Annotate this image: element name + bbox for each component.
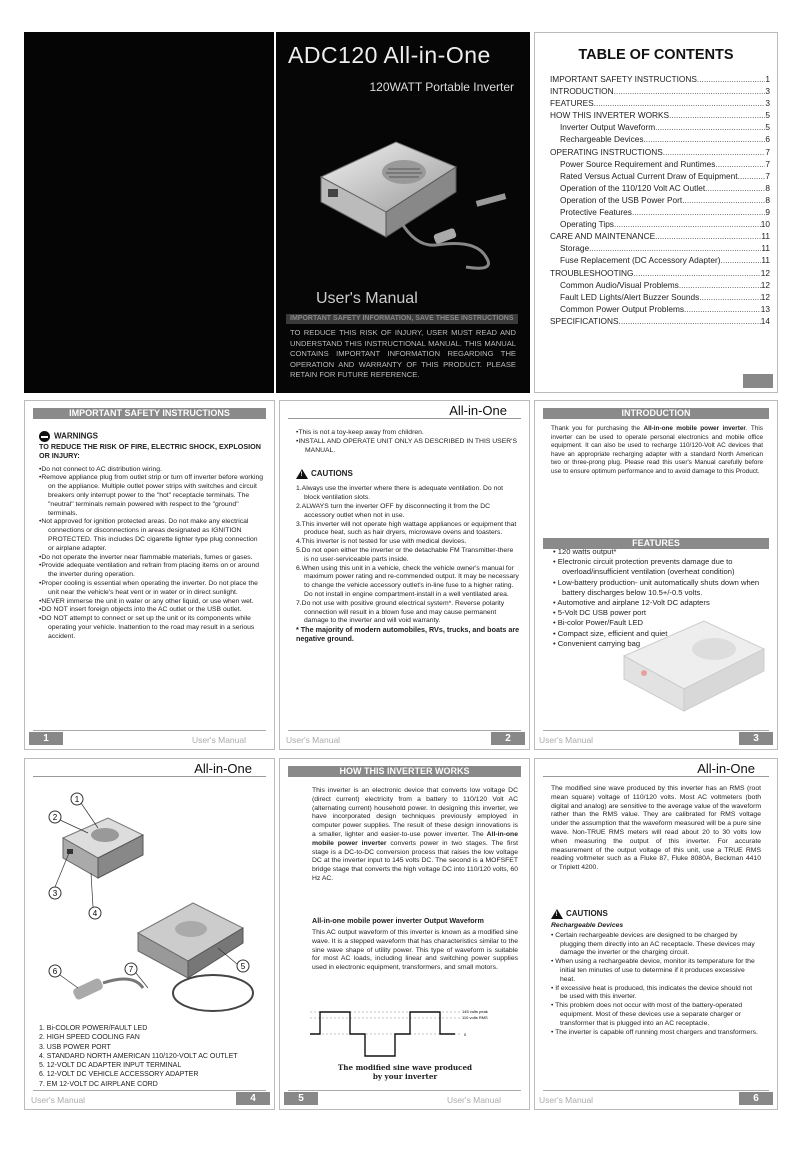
page-number: 2 <box>491 732 525 745</box>
list-item: • If excessive heat is produced, this indicates the device should not be used with this inverter. <box>551 984 753 1001</box>
list-item: • Certain rechargeable devices are designed to be charged by plugging them directly into an AC receptacle. These devices may damage the inverter or the charging circuit. <box>551 931 755 957</box>
list-item: • Bi-color Power/Fault LED <box>553 618 644 628</box>
cautions-content <box>296 429 520 644</box>
list-item: 6. 12-VOLT DC VEHICLE ACCESSORY ADAPTER <box>39 1071 199 1079</box>
svg-text:2: 2 <box>52 813 58 822</box>
list-item: 5. 12-VOLT DC ADAPTER INPUT TERMINAL <box>39 1062 182 1070</box>
toc-title: TABLE OF CONTENTS <box>578 47 734 63</box>
wave-rms-label: 110 volts RMS <box>462 1015 488 1020</box>
toc-item: INTRODUCTION ..... 3 <box>550 85 770 97</box>
svg-text:7: 7 <box>128 965 134 974</box>
list-item: • This problem does not occur with most of the battery-operated equipment. Most of these devices use a separate charger or transformer that is plugged into an AC receptacle. <box>551 1002 743 1027</box>
callout-6 <box>49 965 61 977</box>
toc-item: Rechargeable Devices ..... 6 <box>550 133 770 145</box>
list-item: 2.ALWAYS turn the inverter OFF by disconnecting it from the DC accessory outlet when not in use. <box>296 502 491 519</box>
list-item: 2. HIGH SPEED COOLING FAN <box>39 1034 140 1042</box>
footer-rule <box>33 730 266 731</box>
list-item: •Provide adequate ventilation and refrain from placing items on or around the inverter during operation. <box>39 562 260 579</box>
waveform-paragraph: This AC output waveform of this inverter is known as a modified sine wave. It is a stepped waveform that has characteristics similar to the sine wave shape of utility power. This type of waveform is suitable for most AC loads, including linear and switching power supplies used in electronic equipment, transformers, and small motors. <box>312 929 518 972</box>
footer-users-manual: User's Manual <box>446 1095 501 1105</box>
list-item: •DO NOT attempt to connect or set up the unit or its components while operating your vehicle. Inattention to the road may result in a serious accident. <box>39 615 255 640</box>
all-in-one-header: All-in-One <box>543 761 769 777</box>
page-number: 4 <box>236 1092 270 1105</box>
footer-rule <box>288 1090 521 1091</box>
svg-text:5: 5 <box>240 962 246 971</box>
toc-item: Power Source Requirement and Runtimes ..... 7 <box>550 158 770 170</box>
warnings-subheading: TO REDUCE THE RISK OF FIRE, ELECTRIC SHOCK, EXPLOSION OR INJURY: <box>39 442 261 460</box>
toc-item: Fault LED Lights/Alert Buzzer Sounds ..... 12 <box>550 291 770 303</box>
list-item: •Do not operate the inverter near flammable materials, fumes or gases. <box>39 553 253 561</box>
list-item: •Do not connect to AC distribution wiring. <box>39 465 162 473</box>
toc-item: OPERATING INSTRUCTIONS ..... 7 <box>550 146 770 158</box>
page-5-how-it-works <box>279 758 530 1110</box>
safety-warning-text: TO REDUCE THIS RISK OF INJURY, USER MUST READ AND UNDERSTAND THIS INSTRUCTIONAL MANUAL. THIS MANUAL CONTAINS IMPORTANT INFORMATION REGARDING THE OPERATION AND WARRANTY OF THIS PRODUCT. PLEASE RETAIN FOR FUTURE REFERENCE. <box>290 328 516 379</box>
toc-item: Fuse Replacement (DC Accessory Adapter) ..... 11 <box>550 254 770 266</box>
list-item: 1.Always use the inverter where there is adequate ventilation. Do not block ventilation slots. <box>296 485 504 502</box>
callout-7 <box>125 963 137 975</box>
list-item: •DO NOT insert foreign objects into the AC outlet or the USB outlet. <box>39 606 242 614</box>
cover-subtitle: 120WATT Portable Inverter <box>369 80 514 94</box>
toc-item: TROUBLESHOOTING ..... 12 <box>550 267 770 279</box>
footer-rule <box>33 1090 266 1091</box>
rms-paragraph: The modified sine wave produced by this inverter has an RMS (root mean square) voltage of 110/120 volts. Most AC voltmeters (both digital and analog) are sensitive to the average value of the waveform rather than the RMS value. They are calibrated for RMS voltage under the assumption that the waveform measured will be a pure sine wave. Non-TRUE RMS meters will read about 20 to 30 volts low when measuring the output of this inverter. For accurate measurement of the output voltage of this unit, use a TRUE RMS reading voltmeter such as a Fluke 87, Fluke 8080A, Beckman 4410 or Triplett 4200. <box>551 785 761 872</box>
page-2-cautions <box>279 400 530 750</box>
warnings-heading: WARNINGS <box>54 431 98 441</box>
page-3-introduction <box>534 400 778 750</box>
cover-front-panel <box>276 32 530 393</box>
footer-users-manual: User's Manual <box>539 1095 594 1105</box>
list-item: •Remove appliance plug from outlet strip or turn off inverter before working on the appliance. Multiple outlet power strips with switches and circuit breakers only interrupt power to the "hot" receptacle terminals. The "neutral" terminals remain powered with respect to the "ground" terminals. <box>39 474 264 517</box>
list-item: 7.Do not use with positive ground electrical system*. Reverse polarity connection will result in a blown fuse and may cause permanent damage to the inverter and will void warranty. <box>296 599 505 625</box>
list-item: •INSTALL AND OPERATE UNIT ONLY AS DESCRIBED IN THIS USER'S MANUAL. <box>296 437 517 454</box>
cautions-heading: CAUTIONS <box>311 468 353 478</box>
toc-item: SPECIFICATIONS ..... 14 <box>550 315 770 327</box>
page-number: 3 <box>739 732 773 745</box>
safety-warning-bar: IMPORTANT SAFETY INFORMATION, SAVE THESE INSTRUCTIONS <box>286 314 518 324</box>
toc-item: Operation of the 110/120 Volt AC Outlet ..... 8 <box>550 182 770 194</box>
list-item: • Compact size, efficient and quiet <box>553 628 668 638</box>
components-list <box>39 1024 238 1089</box>
footer-users-manual: User's Manual <box>539 735 594 745</box>
cautions-heading: CAUTIONS <box>566 908 608 918</box>
waveform-caption: The modified sine wave produced by your inverter <box>337 1063 473 1081</box>
toc-corner-tab <box>743 374 773 388</box>
list-item: • Electronic circuit protection prevents damage due to overload/insufficient ventilation (overheat condition) <box>553 557 735 577</box>
all-in-one-header: All-in-One <box>33 761 266 777</box>
list-item: •Proper cooling is essential when operating the inverter. Do not place the unit near the vehicle's heat vent or in water or in direct sunlight. <box>39 579 258 596</box>
toc-item: Storage ..... 11 <box>550 242 770 254</box>
footer-users-manual: User's Manual <box>286 735 341 745</box>
list-item: • Low-battery production- unit automatically shuts down when battery discharges below 10.5+/-0.5 volts. <box>553 577 760 597</box>
warning-triangle-icon <box>296 469 308 479</box>
svg-text:4: 4 <box>92 909 98 918</box>
list-item: 1. Bi-COLOR POWER/FAULT LED <box>39 1025 148 1032</box>
table-of-contents-page <box>534 32 778 393</box>
svg-text:6: 6 <box>52 967 58 976</box>
intro-list <box>296 429 520 455</box>
list-item: 6.When using this unit in a vehicle, check the vehicle owner's manual for maximum power rating and re-commended output. It may be necessary to change the vehicle accessory outlet's in-line fuse to a higher rating. Do not install in engine compartment-install in a well ventilated area. <box>296 564 519 598</box>
list-item: 3.This inverter will not operate high wattage appliances or equipment that produce heat, such as hair dryers, microwave ovens and toasters. <box>296 520 517 537</box>
rechargeable-subheading: Rechargeable Devices <box>551 922 624 929</box>
footer-users-manual: User's Manual <box>191 735 246 745</box>
list-item: • 120 watts output* <box>553 547 617 556</box>
footer-rule <box>288 730 521 731</box>
toc-list <box>550 73 770 327</box>
footer-rule <box>543 730 769 731</box>
list-item: • The inverter is capable off running most chargers and transformers. <box>551 1028 758 1036</box>
list-item: • Convenient carrying bag <box>553 638 641 648</box>
toc-item: HOW THIS INVERTER WORKS ..... 5 <box>550 109 770 121</box>
rechargeable-content <box>551 904 761 1037</box>
toc-item: Protective Features ..... 9 <box>550 206 770 218</box>
list-item: •This is not a toy-keep away from children. <box>296 429 424 436</box>
list-item: 3. USB POWER PORT <box>39 1043 111 1051</box>
footer-rule <box>543 1090 769 1091</box>
list-item: •NEVER immerse the unit in water or any other liquid, or use when wet. <box>39 597 254 605</box>
cover-title: ADC120 All-in-One <box>288 42 491 68</box>
list-item: • When using a rechargeable device, monitor its temperature for the initial ten minutes of use to determine if it produces excessive heat. <box>551 958 755 983</box>
toc-item: Common Audio/Visual Problems ..... 12 <box>550 279 770 291</box>
list-item: •Not approved for ignition protected areas. Do not make any electrical connections or disconnections in areas designated as IGNITION PROTECTED. This includes DC cigarette lighter type plug connection or airplane adapter. <box>39 518 258 552</box>
features-list <box>553 547 767 649</box>
toc-item: Inverter Output Waveform ..... 5 <box>550 121 770 133</box>
no-entry-icon <box>39 431 50 442</box>
wave-zero-label: 0 <box>464 1032 467 1037</box>
rechargeable-list <box>551 932 761 1038</box>
list-item: • Automotive and airplane 12-Volt DC adapters <box>553 598 710 608</box>
list-item: 4. STANDARD NORTH AMERICAN 110/120-VOLT AC OUTLET <box>39 1052 238 1060</box>
section-band: HOW THIS INVERTER WORKS <box>288 766 521 777</box>
components-diagram <box>33 783 269 1023</box>
wave-peak-label: 145 volts peak <box>462 1009 488 1014</box>
waveform-heading: All-in-one mobile power inverter Output Waveform <box>312 916 484 925</box>
toc-item: Operating Tips ..... 10 <box>550 218 770 230</box>
page-1-safety <box>24 400 275 750</box>
section-band: INTRODUCTION <box>543 408 769 419</box>
svg-text:3: 3 <box>52 889 58 898</box>
list-item: 7. EM 12-VOLT DC AIRPLANE CORD <box>39 1080 158 1088</box>
page-6-rechargeable <box>534 758 778 1110</box>
toc-item: Common Power Output Problems ..... 13 <box>550 303 770 315</box>
modified-sine-wave-diagram <box>310 1004 500 1064</box>
safety-content <box>39 431 265 642</box>
page-4-components <box>24 758 275 1110</box>
toc-item: Rated Versus Actual Current Draw of Equipment ..... 7 <box>550 170 770 182</box>
page-number: 1 <box>29 732 63 745</box>
callout-2 <box>49 811 61 823</box>
page-number: 5 <box>284 1092 318 1105</box>
list-item: 4.This inverter is not tested for use with medical devices. <box>296 538 467 546</box>
svg-text:1: 1 <box>74 795 80 804</box>
how-it-works-paragraph: This inverter is an electronic device that converts low voltage DC (direct current) electricity from a battery to 110/120 Volt AC (alternating current) household power. In designing this inverter, we have incorporated design techniques previously employed in computer power supplies. The result of these design innovations is a smaller, lighter and easier-to-use power inverter. The All-in-one mobile power inverter converts power in two stages. The first stage is a DC-to-DC conversion process that raises the low voltage DC at the inverter input to 145 volts DC. The second is a MOFSFET bridge stage that converts the high voltage DC into 110/120 volts, 60 Hz AC. <box>312 787 518 882</box>
all-in-one-header: All-in-One <box>288 403 521 419</box>
page-number: 6 <box>739 1092 773 1105</box>
inverter-product-image <box>316 127 516 277</box>
cover-users-manual: User's Manual <box>316 290 418 307</box>
callout-5 <box>237 960 249 972</box>
list-item: • 5-Volt DC USB power port <box>553 608 646 618</box>
ground-note: * The majority of modern automobiles, RVs, trucks, and boats are negative ground. <box>296 625 520 643</box>
section-band: IMPORTANT SAFETY INSTRUCTIONS <box>33 408 266 419</box>
callout-3 <box>49 887 61 899</box>
list-item: 5.Do not open either the inverter or the detachable FM Transmitter-there is no user-serviceable parts inside. <box>296 546 514 563</box>
callout-4 <box>89 907 101 919</box>
cautions-list <box>296 485 520 626</box>
footer-users-manual: User's Manual <box>31 1095 86 1105</box>
warning-triangle-icon <box>551 909 563 919</box>
toc-item: FEATURES ..... 3 <box>550 97 770 109</box>
cover-left-panel <box>24 32 274 393</box>
toc-item: Operation of the USB Power Port ..... 8 <box>550 194 770 206</box>
warnings-list <box>39 466 265 642</box>
intro-paragraph: Thank you for purchasing the All-in-one mobile power inverter. This inverter can be used to operate personal electronics and mobile office equipment. It can also be used to recharge 110/120-Volt AC devices that have an appropriate recharging adapter with a standard North American two or three-prong plug. Please read this user's Manual carefully before use to ensure optimum performance and to avoid damage to this Product. <box>551 425 763 475</box>
features-band: FEATURES <box>543 538 769 549</box>
toc-item: CARE AND MAINTENANCE ..... 11 <box>550 230 770 242</box>
toc-item: IMPORTANT SAFETY INSTRUCTIONS ..... 1 <box>550 73 770 85</box>
